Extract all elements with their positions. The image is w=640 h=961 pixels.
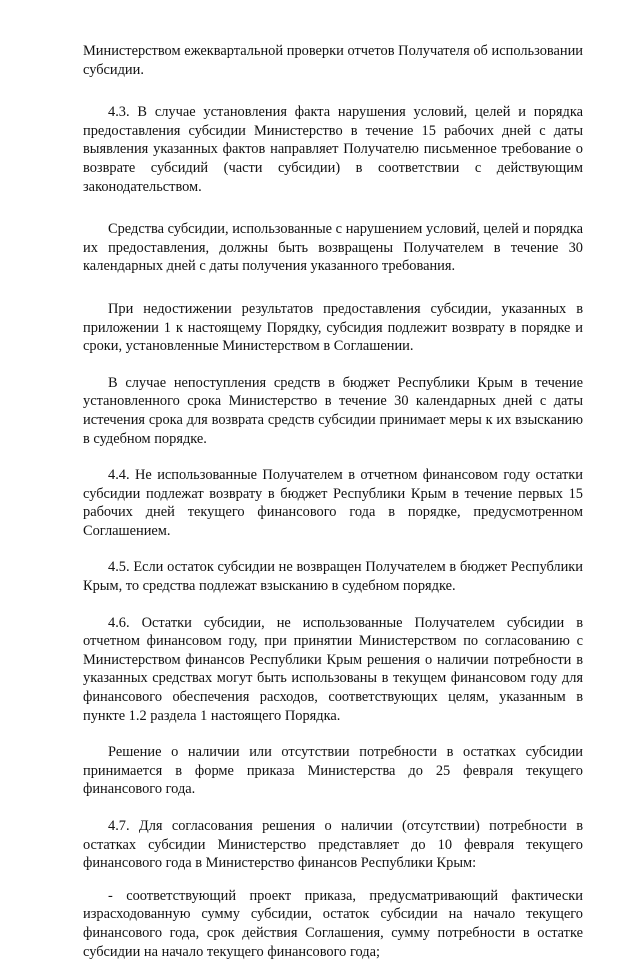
paragraph-4-4: 4.4. Не использованные Получателем в отчетном финансовом году остатки субсидии подлежат возврату в бюджет Республики Крым в течение первых 15 рабочих дней текущего финансового года в порядке, предусмотренном Соглашением. xyxy=(83,467,583,539)
paragraph-return-funds: Средства субсидии, использованные с нарушением условий, целей и порядка их предоставления, должны быть возвращены Получателем в течение 30 календарных дней с даты получения указанного требования. xyxy=(83,221,583,275)
paragraph-4-6: 4.6. Остатки субсидии, не использованные Получателем субсидии в отчетном финансовом году, при принятии Министерством по согласованию с Министерством финансов Республики Крым решения о наличии потребности в указанных средствах могут быть использованы в текущем финансовом году для финансового обеспечения расходов, соответствующих целям, указанным в пункте 1.2 раздела 1 настоящего Порядка. xyxy=(83,614,583,724)
paragraph-4-5: 4.5. Если остаток субсидии не возвращен Получателем в бюджет Республики Крым, то средства подлежат взысканию в судебном порядке. xyxy=(83,559,583,595)
paragraph-non-receipt: В случае непоступления средств в бюджет Республики Крым в течение установленного срока Министерство в течение 30 календарных дней с даты истечения срока для возврата средств субсидии принимает меры к их взысканию в судебном порядке. xyxy=(83,374,583,447)
document-body xyxy=(83,42,583,961)
paragraph-4-3: 4.3. В случае установления факта нарушения условий, целей и порядка предоставления субсидии Министерство в течение 15 рабочих дней с даты выявления указанных фактов направляет Получателю письменное требование о возврате субсидий (части субсидии) в соответствии с действующим законодательством. xyxy=(83,104,583,195)
paragraph-4-7: 4.7. Для согласования решения о наличии (отсутствии) потребности в остатках субсидии Министерство представляет до 10 февраля текущего финансового года в Министерство финансов Республики Крым: xyxy=(83,818,583,872)
paragraph-list-item: - соответствующий проект приказа, предусматривающий фактически израсходованную сумму субсидии, остаток субсидии на начало текущего финансового года, срок действия Соглашения, сумму потребности в остатке субсидии на начало текущего финансового года; xyxy=(83,887,583,960)
paragraph-decision: Решение о наличии или отсутствии потребности в остатках субсидии принимается в форме приказа Министерства до 25 февраля текущего финансового года. xyxy=(83,744,583,798)
paragraph-results-not-achieved: При недостижении результатов предоставления субсидии, указанных в приложении 1 к настоящему Порядку, субсидия подлежит возврату в порядке и сроки, установленные Министерством в Соглашении. xyxy=(83,300,583,355)
paragraph-continuation: Министерством ежеквартальной проверки отчетов Получателя об использовании субсидии. xyxy=(83,43,583,78)
